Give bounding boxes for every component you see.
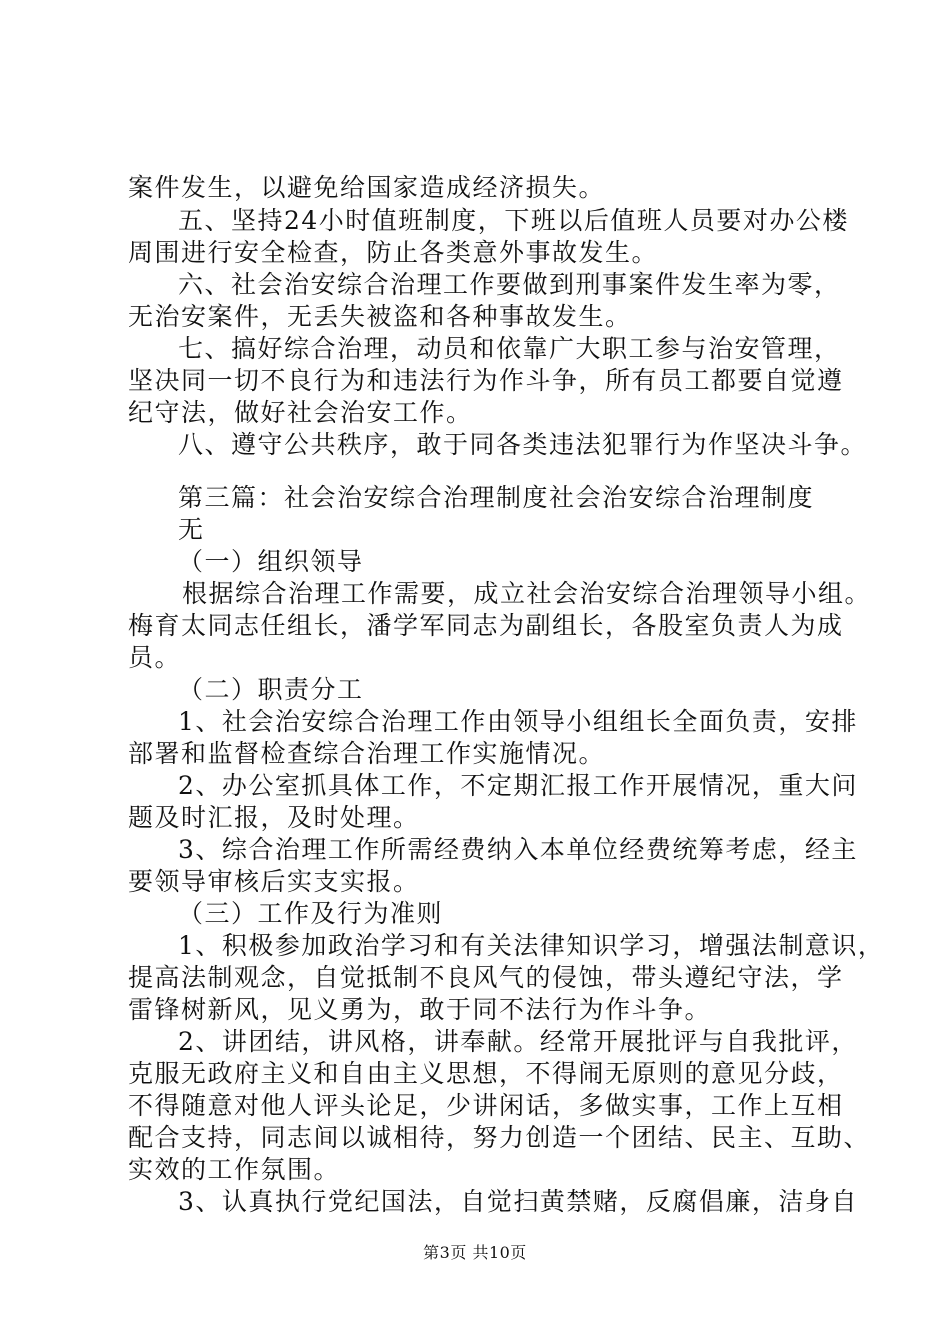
text-line: 坚决同一切不良行为和违法行为作斗争，所有员工都要自觉遵	[128, 366, 844, 395]
text-line: 配合支持，同志间以诚相待，努力创造一个团结、民主、互助、	[128, 1123, 871, 1152]
text-line: 无治安案件，无丢失被盗和各种事故发生。	[128, 302, 632, 331]
text-line: 3、综合治理工作所需经费纳入本单位经费统筹考虑，经主	[178, 835, 858, 864]
text-line: 2、讲团结，讲风格，讲奉献。经常开展批评与自我批评，	[178, 1027, 858, 1056]
text-line: 2、办公室抓具体工作，不定期汇报工作开展情况，重大问	[178, 771, 858, 800]
text-line: 五、坚持24小时值班制度，下班以后值班人员要对办公楼	[178, 206, 849, 235]
text-line: 题及时汇报，及时处理。	[128, 803, 420, 832]
text-line: 七、搞好综合治理，动员和依靠广大职工参与治安管理，	[178, 334, 841, 363]
text-line: 纪守法，做好社会治安工作。	[128, 398, 473, 427]
text-line: 克服无政府主义和自由主义思想，不得闹无原则的意见分歧，	[128, 1059, 844, 1088]
text-line: 1、积极参加政治学习和有关法律知识学习，增强法制意识，	[178, 931, 885, 960]
text-line: 梅育太同志任组长，潘学军同志为副组长，各股室负责人为成	[128, 611, 844, 640]
text-line: 根据综合治理工作需要，成立社会治安综合治理领导小组。	[182, 579, 872, 608]
subsection-heading: （三）工作及行为准则	[178, 899, 444, 928]
text-line: 六、社会治安综合治理工作要做到刑事案件发生率为零，	[178, 270, 841, 299]
text-line: 不得随意对他人评头论足，少讲闲话，多做实事，工作上互相	[128, 1091, 844, 1120]
text-line: 无	[178, 515, 205, 544]
text-line: 部署和监督检查综合治理工作实施情况。	[128, 739, 606, 768]
subsection-heading: （二）职责分工	[178, 675, 364, 704]
text-line: 周围进行安全检查，防止各类意外事故发生。	[128, 238, 659, 267]
text-line: 要领导审核后实支实报。	[128, 867, 420, 896]
text-line: 雷锋树新风，见义勇为，敢于同不法行为作斗争。	[128, 995, 712, 1024]
page-footer: 第3页 共10页	[423, 1243, 527, 1262]
text-line: 实效的工作氛围。	[128, 1155, 341, 1184]
section-heading: 第三篇：社会治安综合治理制度社会治安综合治理制度	[178, 483, 815, 512]
text-line: 提高法制观念，自觉抵制不良风气的侵蚀，带头遵纪守法，学	[128, 963, 844, 992]
text-line: 3、认真执行党纪国法，自觉扫黄禁赌，反腐倡廉，洁身自	[178, 1187, 858, 1216]
text-line: 八、遵守公共秩序，敢于同各类违法犯罪行为作坚决斗争。	[178, 430, 868, 459]
subsection-heading: （一）组织领导	[178, 547, 364, 576]
text-line: 1、社会治安综合治理工作由领导小组组长全面负责，安排	[178, 707, 858, 736]
text-line: 员。	[128, 643, 182, 672]
text-line: 案件发生，以避免给国家造成经济损失。	[128, 173, 606, 202]
